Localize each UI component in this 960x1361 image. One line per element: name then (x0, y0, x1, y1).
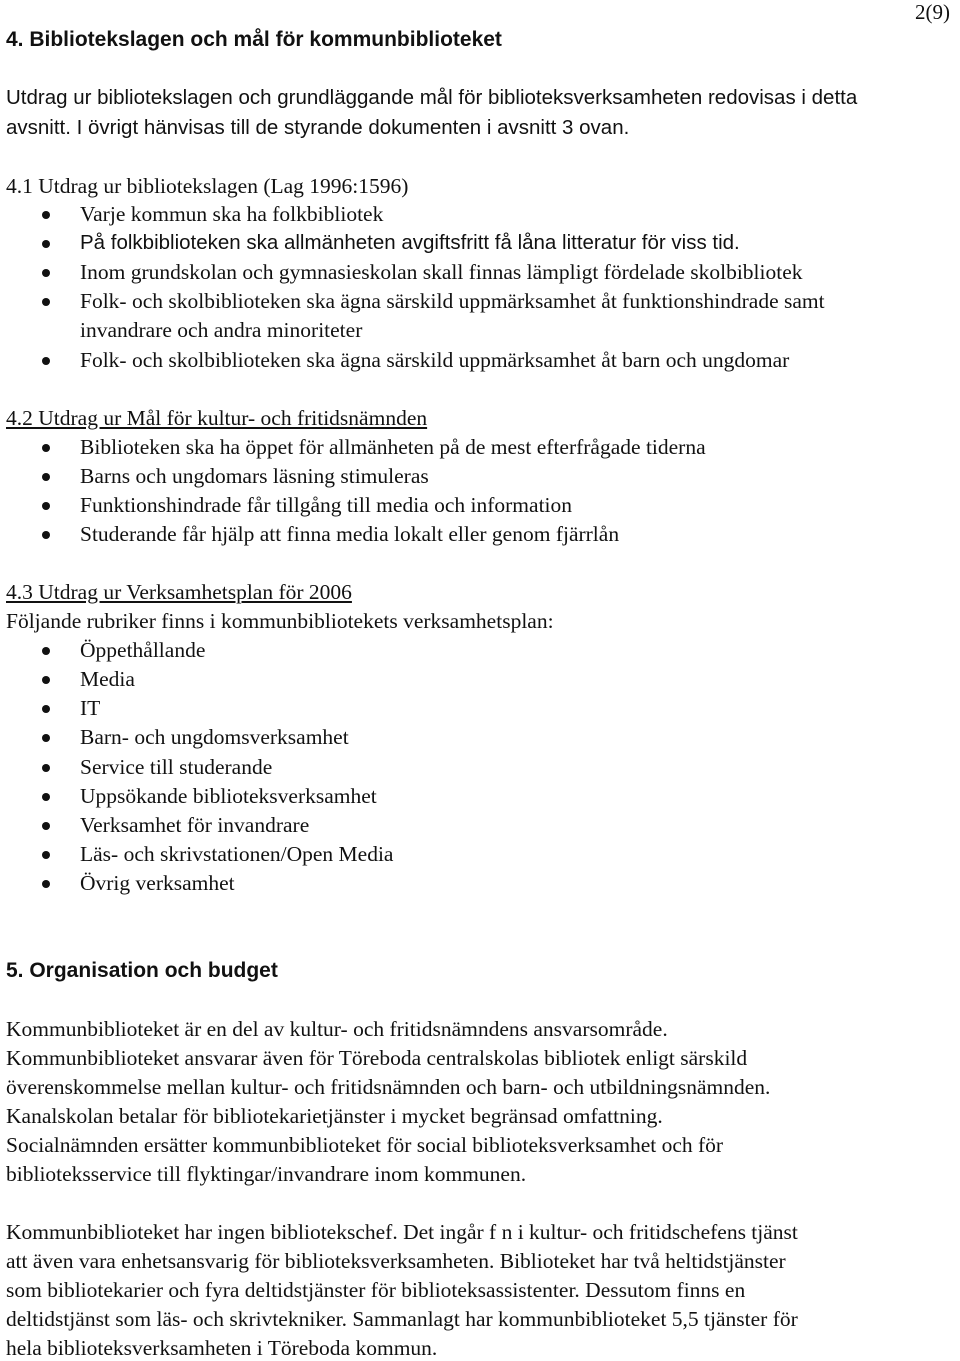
list-item: Inom grundskolan och gymnasieskolan skall finnas lämpligt fördelade skolbibliotek (80, 260, 803, 284)
bullet-icon (42, 793, 50, 801)
list-item: Barns och ungdomars läsning stimuleras (80, 464, 429, 488)
paragraph-line: biblioteksservice till flyktingar/invandrare inom kommunen. (6, 1162, 527, 1186)
paragraph-line: Kommunbiblioteket ansvarar även för Töreboda centralskolas bibliotek enligt särskild (6, 1046, 748, 1070)
paragraph-line: hela biblioteksverksamheten i Töreboda kommun. (6, 1336, 438, 1360)
list-item: Barn- och ungdomsverksamhet (80, 725, 349, 749)
section-4-heading: 4. Bibliotekslagen och mål för kommunbiblioteket (6, 28, 502, 51)
section-4-3-intro: Följande rubriker finns i kommunbibliotekets verksamhetsplan: (6, 609, 554, 633)
list-item: På folkbiblioteken ska allmänheten avgiftsfritt få låna litteratur för viss tid. (80, 231, 740, 254)
bullet-icon (42, 298, 50, 306)
bullet-icon (42, 269, 50, 277)
bullet-icon (42, 502, 50, 510)
section-4-intro-line: Utdrag ur bibliotekslagen och grundläggande mål för biblioteksverksamheten redovisas i detta (6, 86, 858, 109)
paragraph-line: Kommunbiblioteket är en del av kultur- och fritidsnämndens ansvarsområde. (6, 1017, 668, 1041)
paragraph-line: Socialnämnden ersätter kommunbiblioteket för social biblioteksverksamhet och för (6, 1133, 724, 1157)
bullet-icon (42, 734, 50, 742)
list-item: Folk- och skolbiblioteken ska ägna särskild uppmärksamhet åt barn och ungdomar (80, 348, 790, 372)
list-item: Verksamhet för invandrare (80, 813, 310, 837)
bullet-icon (42, 676, 50, 684)
bullet-icon (42, 531, 50, 539)
list-item: Funktionshindrade får tillgång till media och information (80, 493, 573, 517)
section-4-2-heading: 4.2 Utdrag ur Mål för kultur- och fritidsnämnden (6, 406, 428, 430)
bullet-icon (42, 705, 50, 713)
page-number: 2(9) (915, 0, 950, 24)
list-item: Uppsökande biblioteksverksamhet (80, 784, 377, 808)
list-item: Media (80, 667, 135, 691)
bullet-icon (42, 851, 50, 859)
list-item-continuation: invandrare och andra minoriteter (80, 318, 363, 342)
bullet-icon (42, 764, 50, 772)
paragraph-line: som bibliotekarier och fyra deltidstjänster för biblioteksassistenter. Dessutom finns en (6, 1278, 746, 1302)
list-item: Varje kommun ska ha folkbibliotek (80, 202, 384, 226)
bullet-icon (42, 822, 50, 830)
section-5-heading: 5. Organisation och budget (6, 959, 278, 982)
list-item: Öppethållande (80, 638, 206, 662)
paragraph-line: att även vara enhetsansvarig för biblioteksverksamheten. Biblioteket har två heltidstjänster (6, 1249, 786, 1273)
paragraph-line: Kanalskolan betalar för bibliotekarietjänster i mycket begränsad omfattning. (6, 1104, 663, 1128)
list-item: Studerande får hjälp att finna media lokalt eller genom fjärrlån (80, 522, 620, 546)
bullet-icon (42, 357, 50, 365)
bullet-icon (42, 211, 50, 219)
list-item: IT (80, 696, 101, 720)
section-4-1-heading: 4.1 Utdrag ur bibliotekslagen (Lag 1996:1596) (6, 174, 409, 198)
paragraph-line: överenskommelse mellan kultur- och fritidsnämnden och barn- och utbildningsnämnden. (6, 1075, 771, 1099)
bullet-icon (42, 880, 50, 888)
list-item: Folk- och skolbiblioteken ska ägna särskild uppmärksamhet åt funktionshindrade samt (80, 289, 825, 313)
paragraph-line: Kommunbiblioteket har ingen bibliotekschef. Det ingår f n i kultur- och fritidschefens tjänst (6, 1220, 798, 1244)
list-item: Service till studerande (80, 755, 273, 779)
bullet-icon (42, 444, 50, 452)
paragraph-line: deltidstjänst som läs- och skrivtekniker. Sammanlagt har kommunbiblioteket 5,5 tjänster för (6, 1307, 798, 1331)
bullet-icon (42, 473, 50, 481)
section-4-intro-line: avsnitt. I övrigt hänvisas till de styrande dokumenten i avsnitt 3 ovan. (6, 116, 630, 139)
list-item: Läs- och skrivstationen/Open Media (80, 842, 394, 866)
list-item: Övrig verksamhet (80, 871, 235, 895)
bullet-icon (42, 647, 50, 655)
bullet-icon (42, 240, 50, 248)
section-4-3-heading: 4.3 Utdrag ur Verksamhetsplan för 2006 (6, 580, 352, 604)
list-item: Biblioteken ska ha öppet för allmänheten på de mest efterfrågade tiderna (80, 435, 706, 459)
